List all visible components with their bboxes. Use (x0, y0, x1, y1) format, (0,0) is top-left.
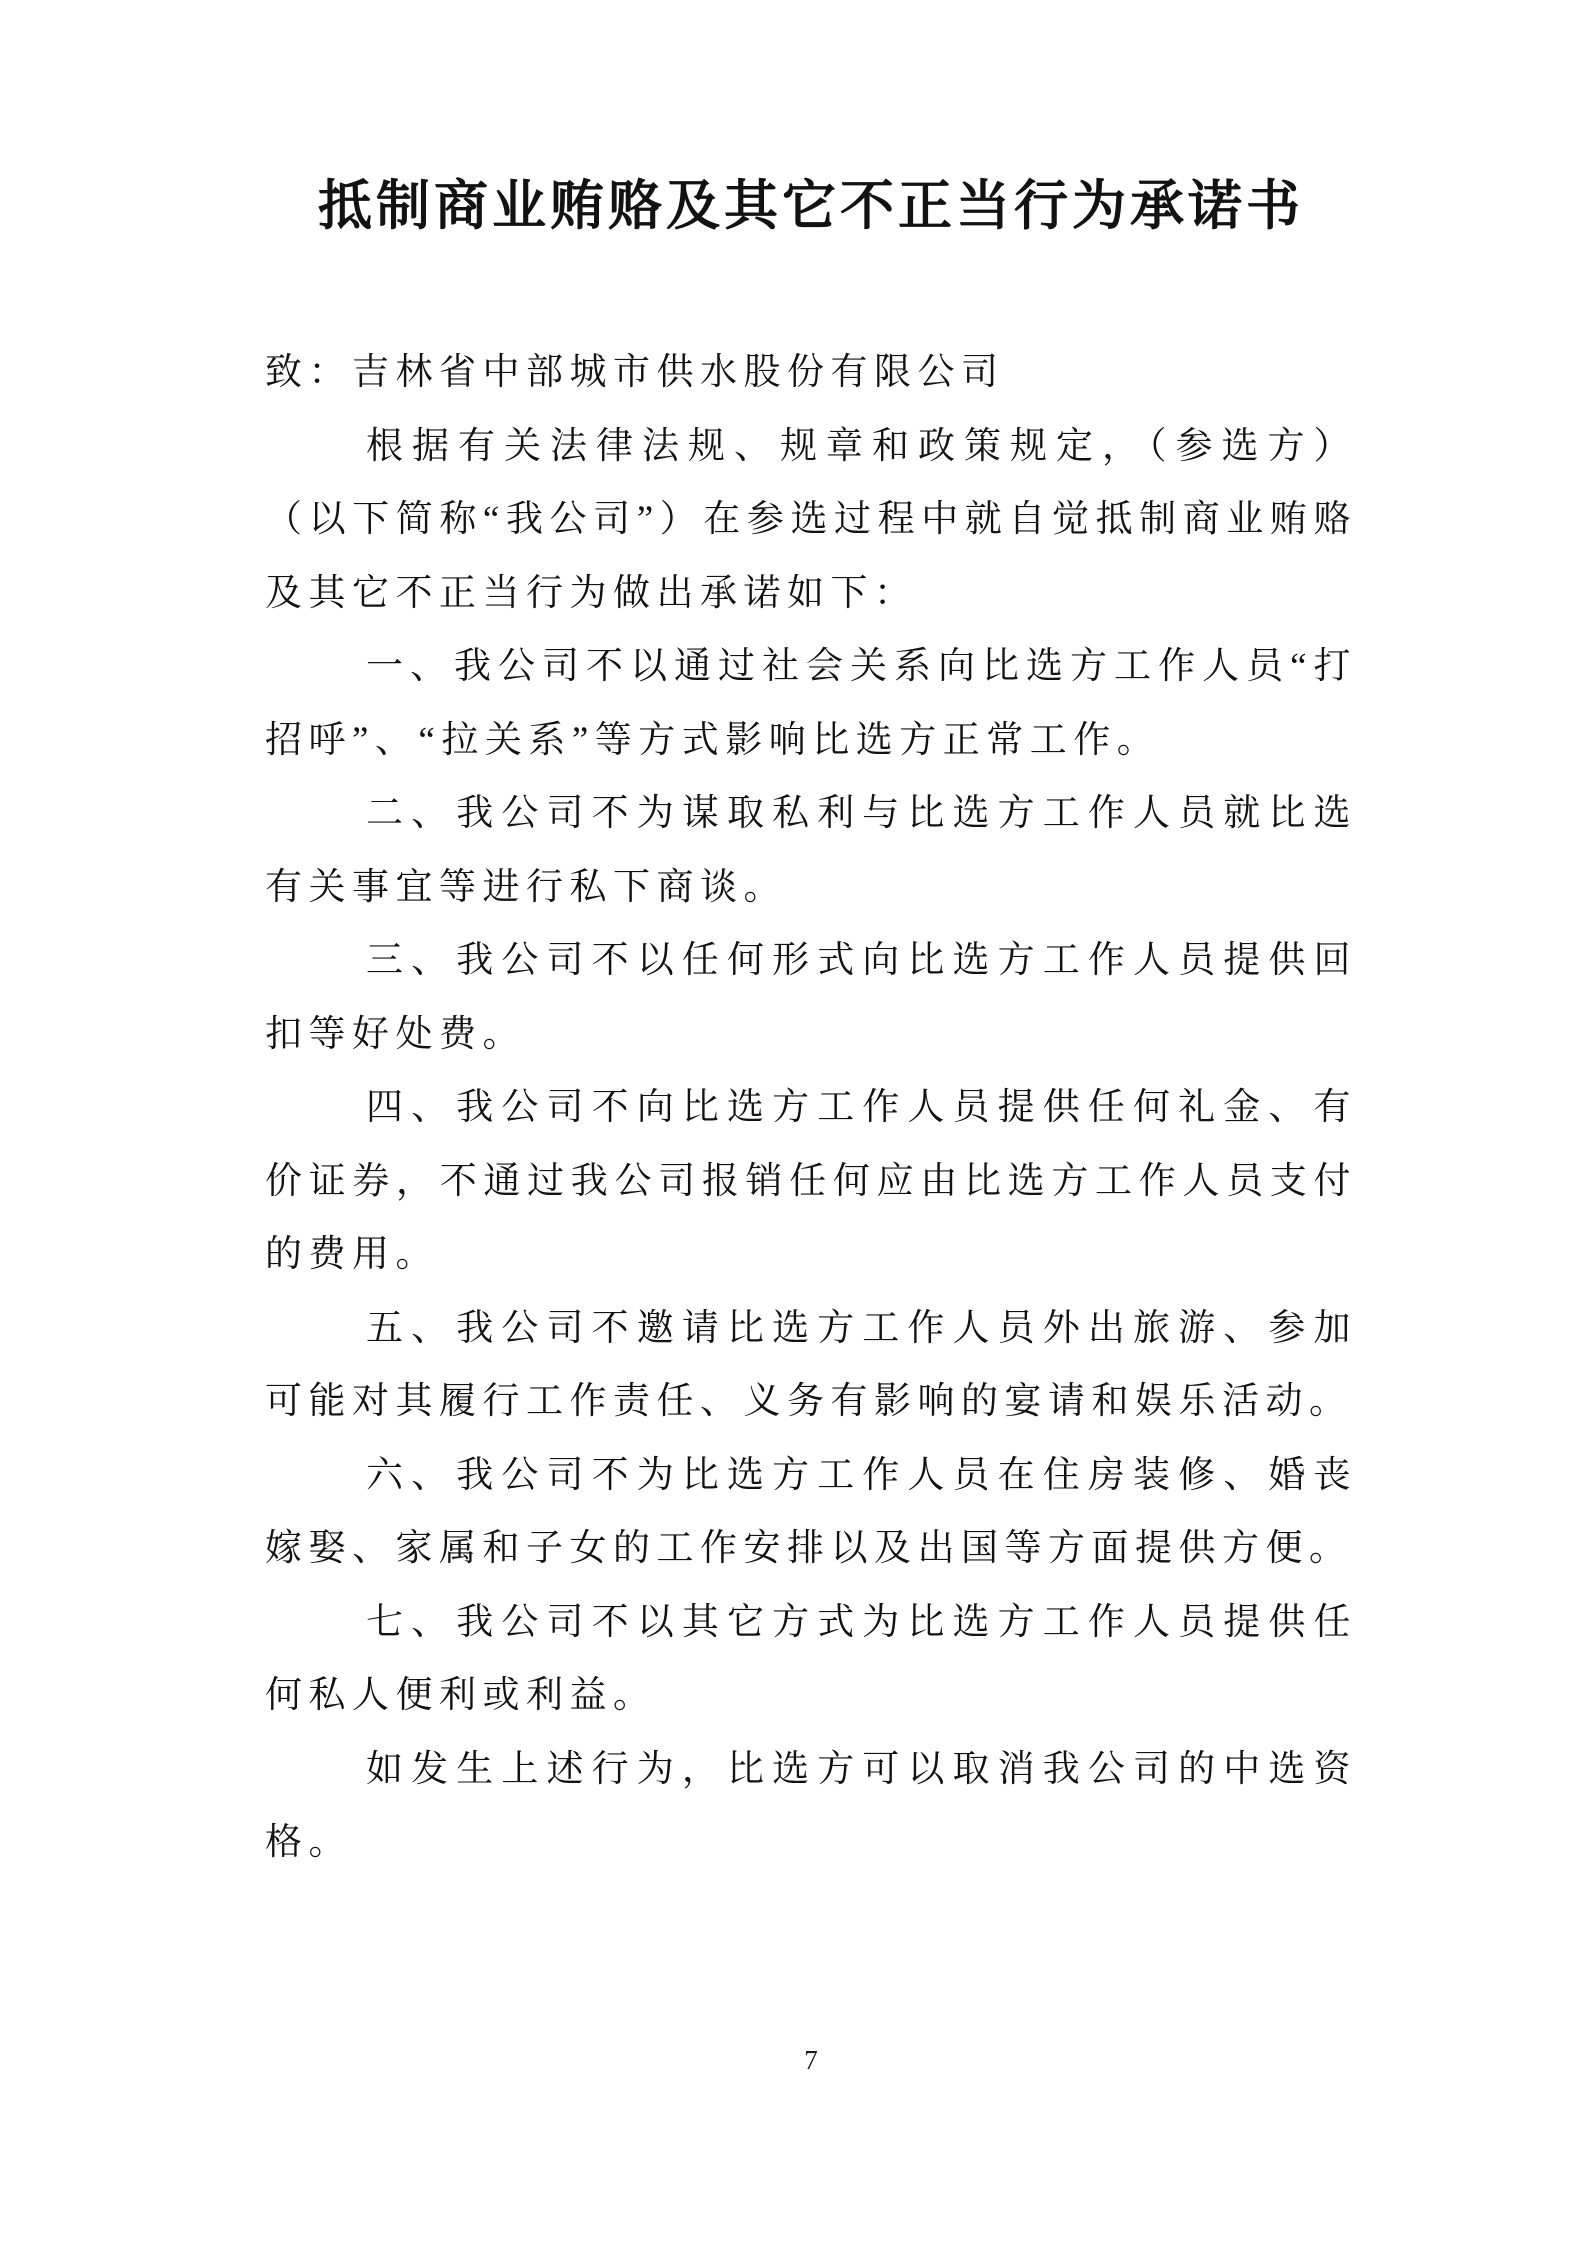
closing-statement: 如发生上述行为，比选方可以取消我公司的中选资格。 (265, 1748, 1357, 1863)
clause-7: 七、我公司不以其它方式为比选方工作人员提供任何私人便利或利益。 (265, 1601, 1357, 1716)
paragraph-opening: 根据有关法律法规、规章和政策规定，（参选方）（以下简称“我公司”）在参选过程中就自觉抵制商业贿赂及其它不正当行为做出承诺如下： (265, 425, 1357, 614)
document-content (265, 176, 1357, 1880)
page-number: 7 (804, 2045, 818, 2075)
clause-4: 四、我公司不向比选方工作人员提供任何礼金、有价证券，不通过我公司报销任何应由比选方工作人员支付的费用。 (265, 1087, 1357, 1275)
clause-5: 五、我公司不邀请比选方工作人员外出旅游、参加可能对其履行工作责任、义务有影响的宴请和娱乐活动。 (265, 1307, 1357, 1422)
document-body (265, 336, 1357, 1880)
clause-1: 一、我公司不以通过社会关系向比选方工作人员“打招呼”、“拉关系”等方式影响比选方正常工作。 (265, 646, 1357, 761)
recipient-line: 致：吉林省中部城市供水股份有限公司 (265, 352, 1005, 393)
document-title: 抵制商业贿赂及其它不正当行为承诺书 (318, 176, 1304, 236)
clause-6: 六、我公司不为比选方工作人员在住房装修、婚丧嫁娶、家属和子女的工作安排以及出国等方面提供方便。 (265, 1454, 1357, 1569)
clause-2: 二、我公司不为谋取私利与比选方工作人员就比选有关事宜等进行私下商谈。 (265, 793, 1357, 908)
clause-3: 三、我公司不以任何形式向比选方工作人员提供回扣等好处费。 (265, 940, 1357, 1055)
